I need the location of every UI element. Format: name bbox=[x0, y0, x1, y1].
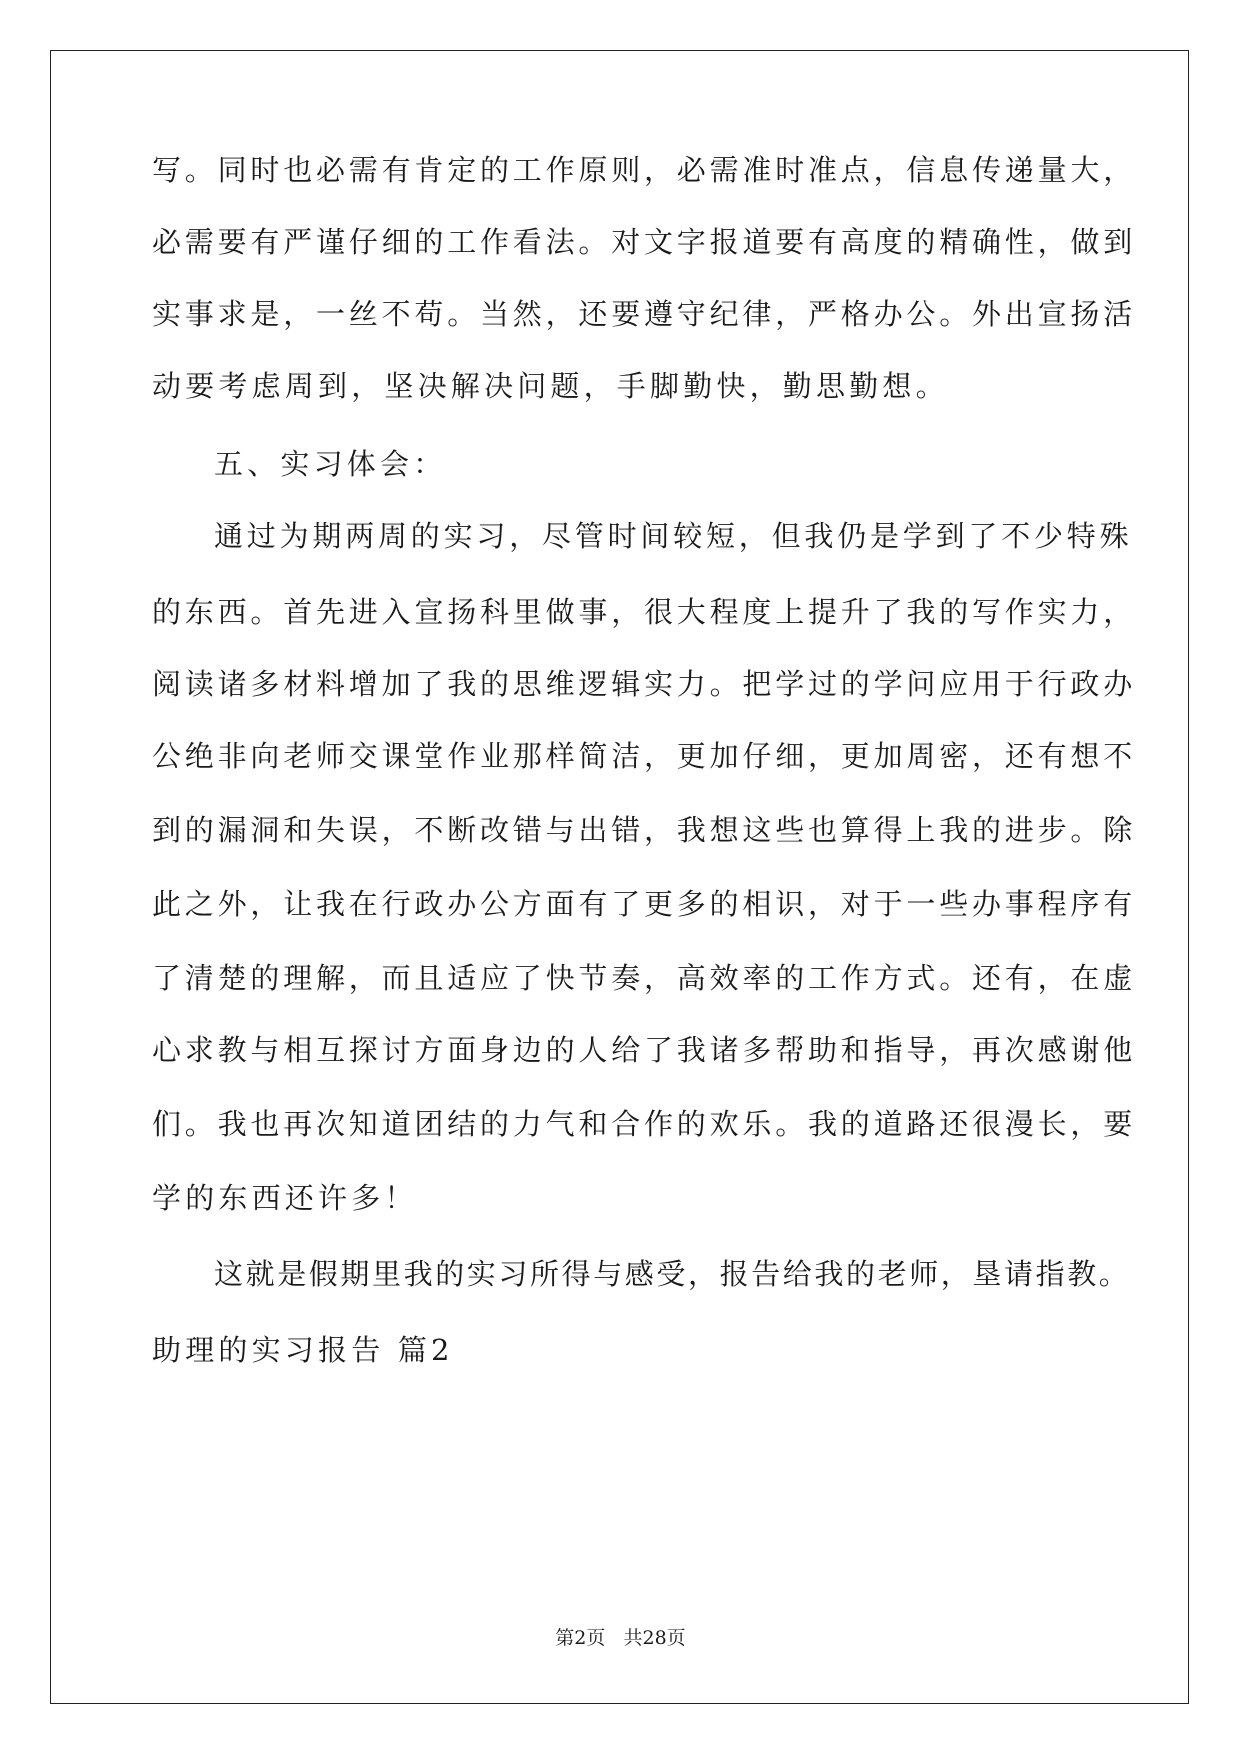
section-subheading: 五、实习体会： bbox=[214, 447, 447, 481]
text-line: 写。同时也必需有肯定的工作原则，必需准时准点，信息传递量大， bbox=[152, 153, 1137, 187]
text-line: 实事求是，一丝不苟。当然，还要遵守纪律，严格办公。外出宣扬活 bbox=[152, 297, 1137, 331]
text-line: 此之外，让我在行政办公方面有了更多的相识，对于一些办事程序有 bbox=[152, 887, 1137, 921]
text-line: 通过为期两周的实习，尽管时间较短，但我仍是学到了不少特殊 bbox=[214, 519, 1133, 553]
text-line: 们。我也再次知道团结的力气和合作的欢乐。我的道路还很漫长，要 bbox=[152, 1107, 1137, 1141]
page-number-footer: 第2页 共28页 bbox=[555, 1627, 686, 1649]
text-line: 公绝非向老师交课堂作业那样简洁，更加仔细，更加周密，还有想不 bbox=[152, 739, 1137, 773]
text-line: 的东西。首先进入宣扬科里做事，很大程度上提升了我的写作实力， bbox=[152, 595, 1137, 629]
text-line: 到的漏洞和失误，不断改错与出错，我想这些也算得上我的进步。除 bbox=[152, 813, 1137, 847]
text-line: 阅读诸多材料增加了我的思维逻辑实力。把学过的学问应用于行政办 bbox=[152, 667, 1137, 701]
text-line: 必需要有严谨仔细的工作看法。对文字报道要有高度的精确性，做到 bbox=[152, 225, 1137, 259]
text-line: 这就是假期里我的实习所得与感受，报告给我的老师，垦请指教。 bbox=[214, 1257, 1131, 1291]
text-line: 动要考虑周到，坚决解决问题，手脚勤快，勤思勤想。 bbox=[152, 369, 949, 403]
text-line: 了清楚的理解，而且适应了快节奏，高效率的工作方式。还有，在虚 bbox=[152, 961, 1137, 995]
text-line: 心求教与相互探讨方面身边的人给了我诸多帮助和指导，再次感谢他 bbox=[152, 1033, 1137, 1067]
section-heading: 助理的实习报告 篇2 bbox=[152, 1333, 454, 1367]
text-line: 学的东西还许多！ bbox=[152, 1181, 418, 1215]
